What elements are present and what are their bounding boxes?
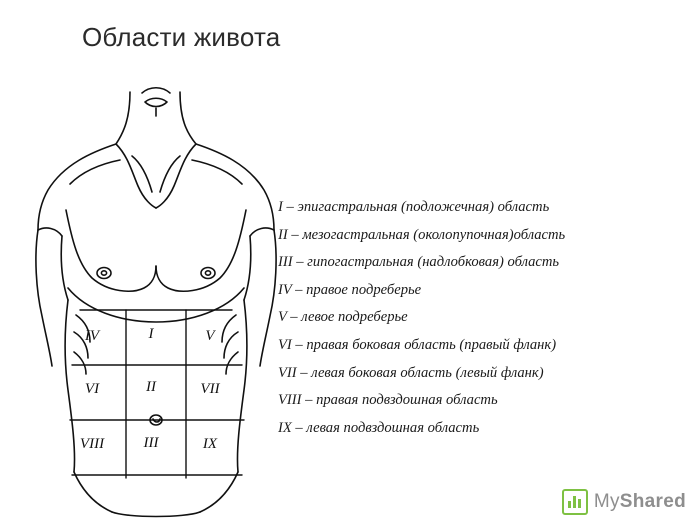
watermark-text bbox=[594, 491, 686, 513]
region-label-I: I bbox=[148, 326, 154, 342]
region-label-VII: VII bbox=[200, 381, 220, 397]
region-number-labels bbox=[80, 326, 221, 452]
legend-item: IX – левая подвздошная область bbox=[278, 419, 480, 436]
region-label-VIII: VIII bbox=[79, 436, 105, 452]
abdominal-regions-figure bbox=[20, 60, 320, 520]
torso-illustration bbox=[20, 60, 320, 520]
legend-item: I – эпигастральная (подложечная) область bbox=[278, 199, 550, 215]
page-title: Области живота bbox=[82, 22, 281, 52]
region-label-III: III bbox=[143, 435, 159, 451]
region-label-IX: IX bbox=[202, 436, 218, 452]
legend-list bbox=[278, 200, 688, 448]
legend-item: VII – левая боковая область (левый фланк) bbox=[278, 364, 544, 381]
neck-left-line bbox=[116, 92, 130, 144]
legend-item: II – мезогастральная (околопупочная)область bbox=[278, 226, 566, 243]
region-label-IV: IV bbox=[84, 328, 100, 344]
region-label-VI: VI bbox=[84, 381, 100, 397]
legend-item: V – левое подреберье bbox=[278, 309, 408, 326]
watermark-text-suffix: Shared bbox=[619, 491, 686, 512]
legend-item: VIII – правая подвздошная область bbox=[278, 392, 498, 409]
nipple-right bbox=[201, 268, 215, 279]
region-label-II: II bbox=[146, 379, 156, 395]
watermark-text-prefix: My bbox=[593, 491, 620, 512]
watermark bbox=[562, 489, 686, 515]
legend-item: VI – правая боковая область (правый фланк) bbox=[278, 336, 557, 353]
costal-margin bbox=[68, 288, 244, 322]
legend-item: IV – правое подреберье bbox=[278, 281, 422, 298]
legend-item: III – гипогастральная (надлобковая) область bbox=[278, 254, 560, 271]
bar-chart-icon bbox=[562, 489, 588, 515]
region-label-V: V bbox=[205, 328, 215, 344]
nipple-left bbox=[97, 268, 111, 279]
